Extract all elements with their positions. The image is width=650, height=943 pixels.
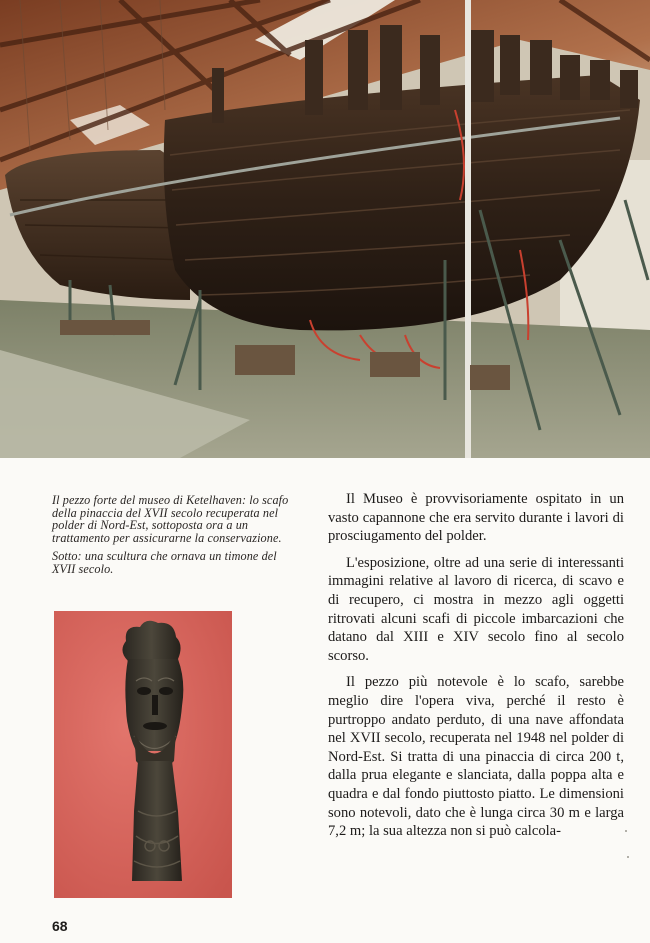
rudder-sculpture-photo [54,611,232,898]
photo-caption [52,494,292,582]
body-paragraph: Il Museo è provvisoriamente ospitato in un vasto capannone che era servito durante i lavori di prosciugamento del polder. [328,491,624,545]
print-speck [627,856,629,858]
ship-hull-photo [0,0,650,458]
caption-secondary: Sotto: una scultura che ornava un timone del XVII secolo. [52,549,277,576]
caption-main: Il pezzo forte del museo di Ketelhaven: lo scafo della pinaccia del XVII secolo recuperata nel polder di Nord-Est, sottoposta ora a un trattamento per assicurarne la conservazione. [52,493,289,545]
body-paragraph: L'esposizione, oltre ad una serie di interessanti immagini relative al lavoro di ricerca, di scavo e di recupero, ci mostra in mezzo agli oggetti ritrovati alcuni scafi di piccole imbarcazioni che datano dal XIII e XIV secolo fino al secolo scorso. [328,554,624,664]
article-body [328,490,624,849]
body-paragraph: Il pezzo più notevole è lo scafo, sarebbe meglio dire l'opera viva, perché il resto è purtroppo andato perduto, di una nave affondata nel XVII secolo, recuperata nel 1948 nel polder di Nord-Est. Si tratta di una pinaccia di circa 200 t, dalla prua elegante e slanciata, dalla poppa alta e quadra e dal fondo piuttosto piatto. Le dimensioni sono notevoli, dato che è lunga circa 30 m e larga 7,2 m; la sua altezza non si può calcola- [328,674,624,840]
page-number: 68 [52,918,68,934]
print-speck [625,830,627,832]
